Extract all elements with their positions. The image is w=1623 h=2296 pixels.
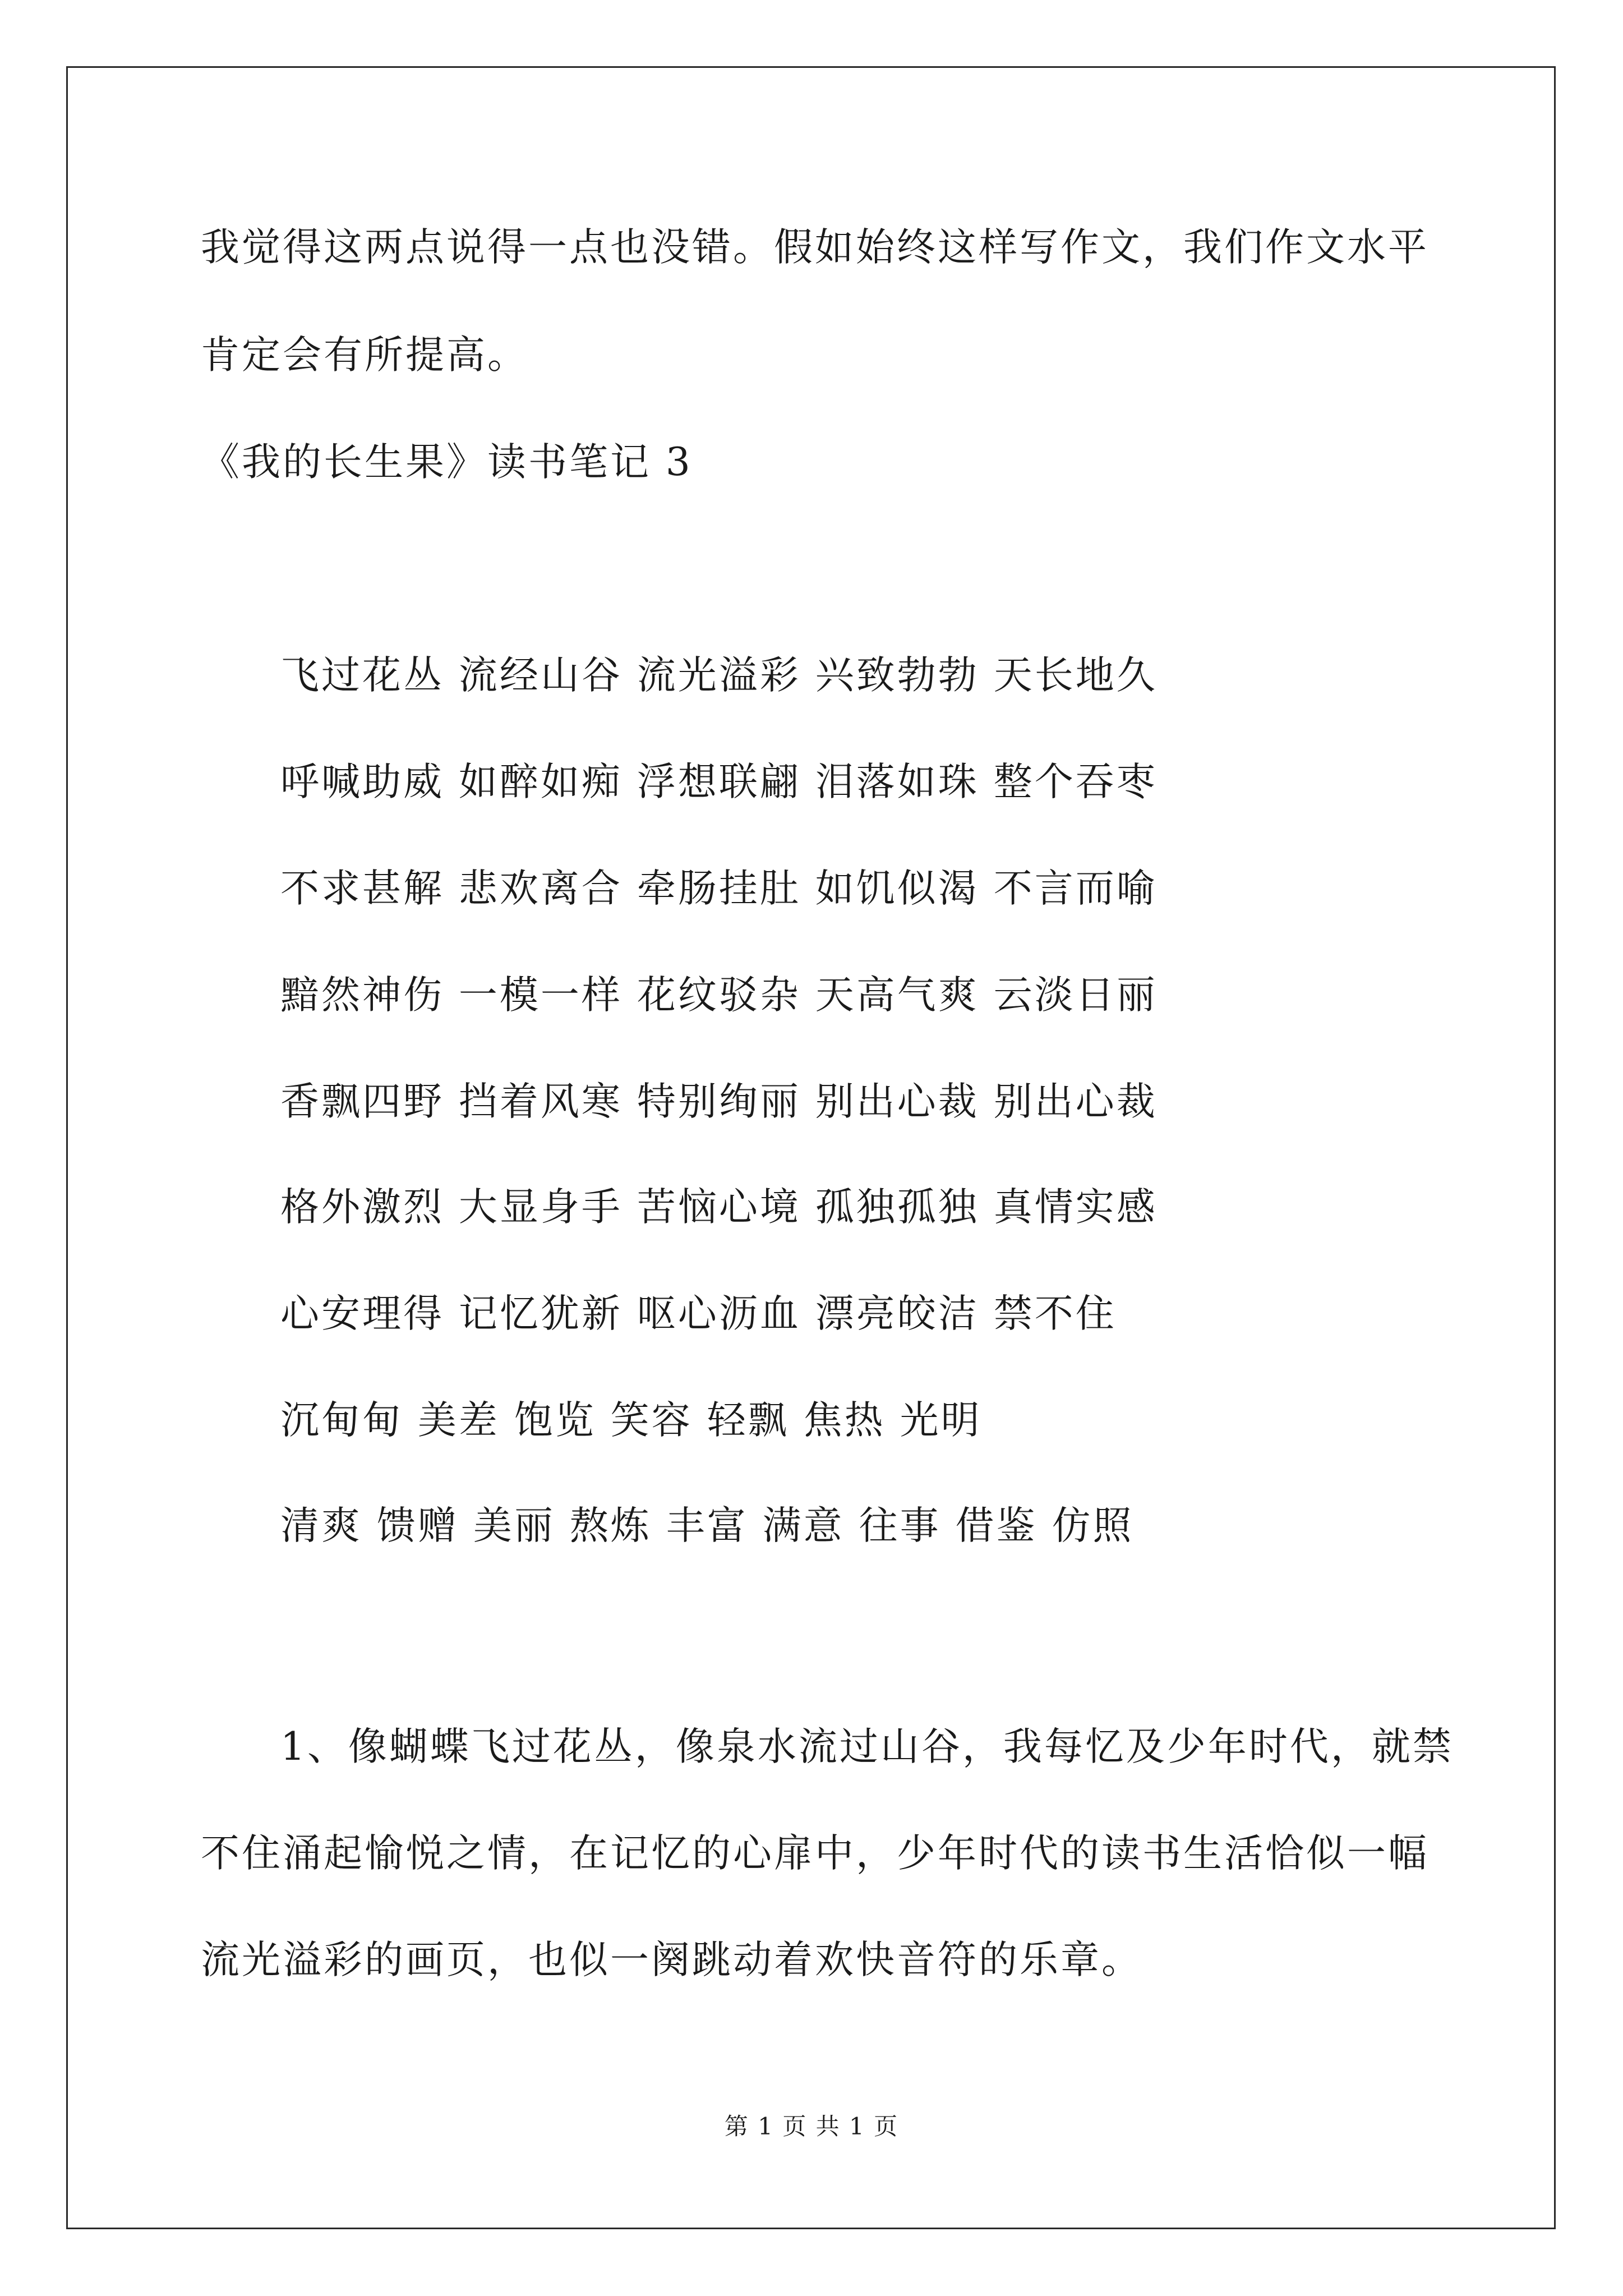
paragraph-line: 1、像蝴蝶飞过花丛，像泉水流过山谷，我每忆及少年时代，就禁 [280, 1724, 1454, 1769]
word-row: 黯然神伤 一模一样 花纹驳杂 天高气爽 云淡日丽 [280, 973, 1158, 1018]
intro-line: 我觉得这两点说得一点也没错。假如始终这样写作文，我们作文水平 [201, 225, 1429, 270]
page-footer: 第 1 页 共 1 页 [724, 2113, 899, 2140]
paragraph-line: 不住涌起愉悦之情，在记忆的心扉中，少年时代的读书生活恰似一幅 [201, 1831, 1429, 1876]
word-row: 格外激烈 大显身手 苦恼心境 孤独孤独 真情实感 [280, 1185, 1158, 1230]
word-row: 清爽 馈赠 美丽 熬炼 丰富 满意 往事 借鉴 仿照 [280, 1503, 1134, 1548]
paragraph-line: 流光溢彩的画页，也似一阕跳动着欢快音符的乐章。 [201, 1938, 1142, 1982]
word-row: 沉甸甸 美差 饱览 笑容 轻飘 焦热 光明 [280, 1398, 982, 1443]
intro-line: 肯定会有所提高。 [201, 333, 528, 378]
page-border [66, 66, 1556, 2229]
word-row: 心安理得 记忆犹新 呕心沥血 漂亮皎洁 禁不住 [280, 1291, 1117, 1336]
word-row: 飞过花丛 流经山谷 流光溢彩 兴致勃勃 天长地久 [280, 653, 1158, 698]
word-row: 呼喊助威 如醉如痴 浮想联翩 泪落如珠 整个吞枣 [280, 760, 1158, 804]
word-row: 不求甚解 悲欢离合 牵肠挂肚 如饥似渴 不言而喻 [280, 866, 1158, 911]
section-title: 《我的长生果》读书笔记 3 [201, 440, 693, 485]
word-row: 香飘四野 挡着风寒 特别绚丽 别出心裁 别出心裁 [280, 1079, 1158, 1124]
